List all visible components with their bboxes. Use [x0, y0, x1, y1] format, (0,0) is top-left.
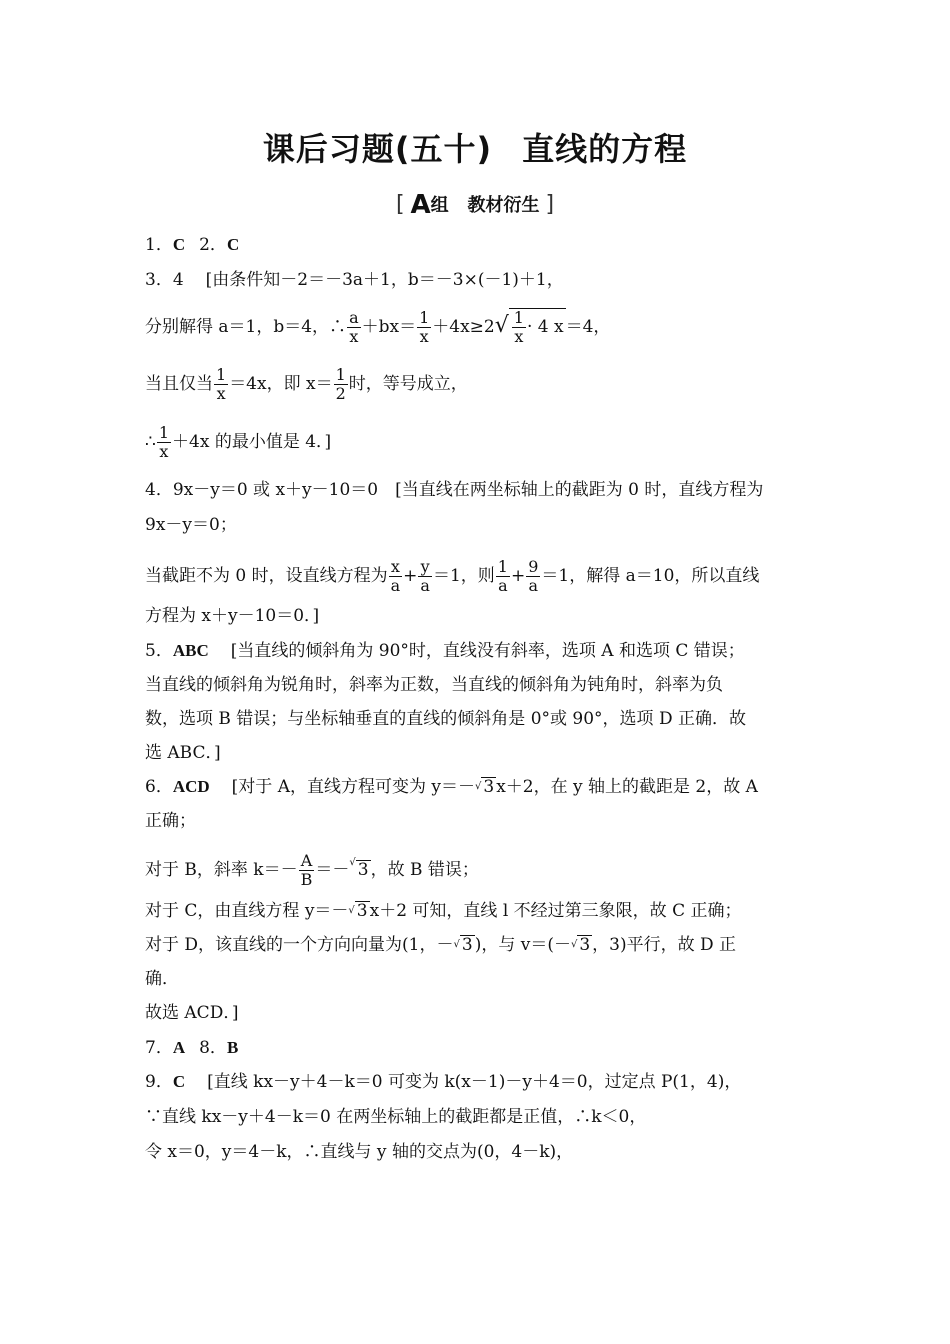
fraction-num: 9 — [528, 557, 539, 576]
fraction — [299, 852, 315, 889]
therefore-symbol: ∴ — [145, 432, 156, 452]
sqrt-sign-icon: √ — [570, 939, 578, 950]
q9-text-1: [直线 kx－y＋4－k＝0 可变为 k(x－1)－y＋4＝0，过定点 P(1，4)， — [207, 1072, 742, 1092]
answer-line-q5-4 — [145, 742, 810, 764]
sqrt-body: 3 — [356, 901, 368, 921]
fraction — [214, 366, 228, 403]
q6-text-3c: ，故 B 错误； — [370, 860, 479, 880]
q5-text-2: 当直线的倾斜角为锐角时，斜率为正数，当直线的倾斜角为钝角时，斜率为负 — [145, 675, 723, 695]
q3-text-2a: 分别解得 a＝1，b＝4，∴ — [145, 317, 347, 337]
q6-text-7: 故选 ACD．] — [145, 1003, 239, 1023]
q5-text-3: 数，选项 B 错误；与坐标轴垂直的直线的倾斜角是 0°或 90°，选项 D 正确．故 — [145, 709, 746, 729]
answer-line-q4-2 — [145, 514, 810, 536]
answer-line-q6-3 — [145, 852, 810, 889]
q4-number: 4． — [145, 480, 173, 500]
q9-text-2: ∵直线 kx－y＋4－k＝0 在两坐标轴上的截距都是正值，∴k＜0， — [145, 1107, 647, 1127]
answer-line-q7-q8 — [145, 1037, 810, 1059]
q6-text-5b: )，与 v＝(－ — [474, 935, 571, 955]
fraction-num: A — [299, 852, 315, 871]
fraction-den: a — [420, 576, 430, 595]
q3-text-3c: 时，等号成立， — [348, 374, 468, 394]
q9-number: 9． — [145, 1072, 173, 1092]
fraction-den: a — [390, 576, 401, 595]
q5-text-4: 选 ABC．] — [145, 743, 221, 763]
fraction-num: 1 — [335, 365, 346, 384]
answer-line-q6-7 — [145, 1002, 810, 1024]
fraction-den: B — [300, 870, 313, 889]
answer-line-q6-5 — [145, 934, 810, 956]
fraction-den: a — [498, 576, 508, 595]
q1-number: 1． — [145, 235, 173, 255]
q5-number: 5． — [145, 641, 173, 661]
sqrt-sign-icon: √ — [349, 857, 356, 868]
q6-text-5a: 对于 D，该直线的一个方向向量为(1，－ — [145, 935, 454, 955]
answer-line-q3-2 — [145, 308, 810, 346]
q6-text-4b: x＋2 可知，直线 l 不经过第三象限，故 C 正确； — [369, 901, 742, 921]
q9-answer: C — [172, 1072, 186, 1091]
answer-line-q6-2 — [145, 810, 810, 832]
fraction — [389, 558, 403, 595]
q9-text-3: 令 x＝0，y＝4－k，∴直线与 y 轴的交点为(0，4－k)， — [145, 1142, 574, 1162]
q3-number: 3． — [145, 270, 173, 290]
title-sub: 直线的方程 — [522, 130, 688, 168]
fraction-num: x — [389, 558, 403, 577]
q6-text-4a: 对于 C，由直线方程 y＝－ — [145, 901, 349, 921]
q4-text-4: 方程为 x＋y－10＝0．] — [145, 606, 320, 626]
answer-line-q9-2 — [145, 1106, 810, 1128]
fraction — [512, 309, 526, 346]
q1-answer: C — [172, 235, 186, 254]
sqrt-body — [509, 308, 566, 346]
fraction-num: 1 — [158, 423, 170, 442]
q2-number: 2． — [199, 235, 227, 255]
fraction-den: a — [528, 576, 539, 595]
q4-text-3c: ＝1，则 — [432, 566, 495, 586]
answer-line-q3-3 — [145, 366, 810, 403]
fraction-num: y — [418, 558, 432, 577]
fraction-den: x — [514, 327, 524, 346]
fraction — [496, 558, 510, 595]
q3-text-1: [由条件知－2＝－3a＋1，b＝－3×(－1)＋1， — [205, 270, 564, 290]
answer-line-q3-1 — [145, 269, 810, 291]
sqrt-sign-icon: √ — [494, 313, 509, 338]
q3-text-2c: ＋4x≥2 — [432, 317, 495, 337]
q6-text-6: 确． — [145, 969, 179, 989]
fraction-den: 2 — [335, 384, 346, 403]
q3-text-3a: 当且仅当 — [145, 374, 213, 394]
q3-text-3b: ＝4x，即 x＝ — [229, 374, 333, 394]
q8-number: 8． — [199, 1038, 227, 1058]
q5-text-1: [当直线的倾斜角为 90°时，直线没有斜率，选项 A 和选项 C 错误； — [230, 641, 745, 661]
sqrt-sign-icon: √ — [453, 939, 460, 950]
fraction — [526, 558, 540, 595]
q6-answer: ACD — [172, 777, 210, 796]
q5-answer: ABC — [172, 641, 209, 660]
q7-number: 7． — [145, 1038, 173, 1058]
sqrt-sign-icon: √ — [348, 905, 355, 916]
answer-line-q4-3 — [145, 558, 810, 595]
sqrt-sign-icon: √ — [475, 781, 482, 792]
fraction — [347, 309, 361, 346]
fraction — [157, 424, 171, 461]
plus-sign: + — [510, 566, 526, 586]
q6-text-2: 正确； — [145, 811, 196, 831]
group-heading — [0, 190, 950, 220]
group-right-bracket: ] — [545, 192, 555, 217]
q8-answer: B — [226, 1038, 239, 1057]
answer-line-q4-4 — [145, 605, 810, 627]
fraction-num: 1 — [216, 365, 227, 384]
plus-sign: + — [403, 566, 418, 586]
answer-line-q5-1 — [145, 640, 810, 662]
q3-answer: 4 — [172, 270, 184, 290]
fraction-num: 1 — [513, 308, 524, 327]
group-left-bracket: [ — [395, 192, 405, 217]
q4-text-2: 9x－y＝0； — [145, 515, 237, 535]
fraction — [417, 309, 431, 346]
sqrt-body: 3 — [483, 777, 495, 797]
page-title — [0, 124, 950, 170]
fraction-num: a — [349, 308, 359, 327]
q2-answer: C — [226, 235, 240, 254]
answer-line-q6-1 — [145, 776, 810, 798]
answer-line-q6-4 — [145, 900, 810, 922]
q4-text-3e: ＝1，解得 a＝10，所以直线 — [541, 566, 760, 586]
fraction-den: x — [159, 442, 169, 461]
q6-text-1b: x＋2，在 y 轴上的截距是 2，故 A — [496, 777, 758, 797]
q6-text-3a: 对于 B，斜率 k＝－ — [145, 860, 298, 880]
q3-text-2e: ＝4， — [565, 317, 611, 337]
answer-line-q5-2 — [145, 674, 810, 696]
q3-text-4b: ＋4x 的最小值是 4．] — [172, 432, 332, 452]
answer-line-q5-3 — [145, 708, 810, 730]
answer-line-q3-4 — [145, 424, 810, 461]
fraction-den: x — [419, 327, 429, 346]
fraction-num: 1 — [419, 308, 430, 327]
sqrt-body: 3 — [357, 860, 369, 880]
group-label: 组 — [430, 195, 449, 216]
answer-line-q6-6 — [145, 968, 810, 990]
q3-text-2b: ＋bx＝ — [361, 317, 417, 337]
title-main: 课后习题(五十) — [262, 130, 493, 168]
q6-number: 6． — [145, 777, 173, 797]
answer-line-q9-3 — [145, 1141, 810, 1163]
group-text: 教材衍生 — [467, 195, 540, 216]
q7-answer: A — [172, 1038, 186, 1057]
answer-line-q4-1 — [145, 479, 810, 501]
q3-text-2d: · 4 x — [526, 317, 564, 337]
sqrt-body: 3 — [579, 935, 591, 955]
sqrt-body: 3 — [461, 935, 473, 955]
fraction-den: x — [349, 327, 359, 346]
fraction-num: 1 — [497, 557, 508, 576]
q4-text-1: 9x－y＝0 或 x＋y－10＝0 [当直线在两坐标轴上的截距为 0 时，直线方程为 — [172, 480, 764, 500]
group-letter: A — [410, 190, 431, 220]
q4-text-3a: 当截距不为 0 时，设直线方程为 — [145, 566, 388, 586]
q6-text-5c: ，3)平行，故 D 正 — [592, 935, 737, 955]
fraction — [418, 558, 432, 595]
fraction — [334, 366, 348, 403]
answer-line-q1-q2 — [145, 234, 810, 256]
q6-text-3b: ＝－ — [315, 860, 350, 880]
fraction-den: x — [216, 384, 226, 403]
q6-text-1a: [对于 A，直线方程可变为 y＝－ — [231, 777, 475, 797]
answer-line-q9-1 — [145, 1071, 810, 1093]
